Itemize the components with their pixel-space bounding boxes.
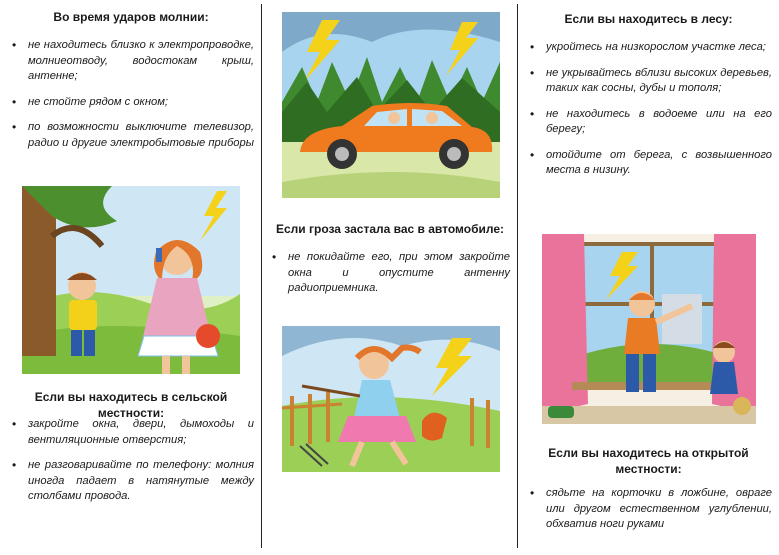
illustration-boy-at-window: [542, 234, 756, 424]
open-area-list: [522, 486, 772, 543]
list-item: • не покидайте его, при этом закройте окна и опустите антенну радиоприемника.: [264, 250, 510, 297]
list-item: • сядьте на корточки в ложбине, овраге или другом естественном углублении, обхватив ноги руками: [522, 486, 772, 533]
column-lightning: [0, 0, 262, 555]
lightning-list: [4, 38, 254, 161]
open-area-heading: Если вы находитесь на открытой местности:: [548, 446, 749, 476]
list-item: • укройтесь на низкорослом участке леса;: [522, 40, 772, 56]
list-item: • не стойте рядом с окном;: [4, 95, 254, 111]
list-item: • не укрывайтесь вблизи высоких деревьев, таких как сосны, дубы и тополя;: [522, 66, 772, 97]
lightning-heading: Во время ударов молнии:: [53, 10, 209, 24]
column-forest: [518, 0, 779, 555]
list-item: • не находитесь близко к электропроводке, молниеотводу, водостокам крыш, антенне;: [4, 38, 254, 85]
car-heading: Если гроза застала вас в автомобиле:: [275, 222, 505, 236]
column-car: [262, 0, 518, 555]
village-list: [4, 417, 254, 515]
car-list: [264, 250, 510, 307]
list-item: • не находитесь в водоеме или на его берегу;: [522, 107, 772, 138]
forest-list: [522, 40, 772, 189]
illustration-kids-under-tree: [22, 186, 240, 374]
illustration-girl-with-rake: [282, 326, 500, 472]
forest-heading: Если вы находитесь в лесу:: [564, 12, 733, 26]
illustration-car-in-storm: [282, 12, 500, 198]
list-item: • не разговаривайте по телефону: молния иногда падает в натянутые между столбами провода.: [4, 458, 254, 505]
list-item: • по возможности выключите телевизор, радио и другие электробытовые приборы: [4, 120, 254, 151]
list-item: • отойдите от берега, с возвышенного места в низину.: [522, 148, 772, 179]
list-item: • закройте окна, двери, дымоходы и вентиляционные отверстия;: [4, 417, 254, 448]
village-heading: Если вы находитесь в сельской местности:: [34, 390, 228, 420]
